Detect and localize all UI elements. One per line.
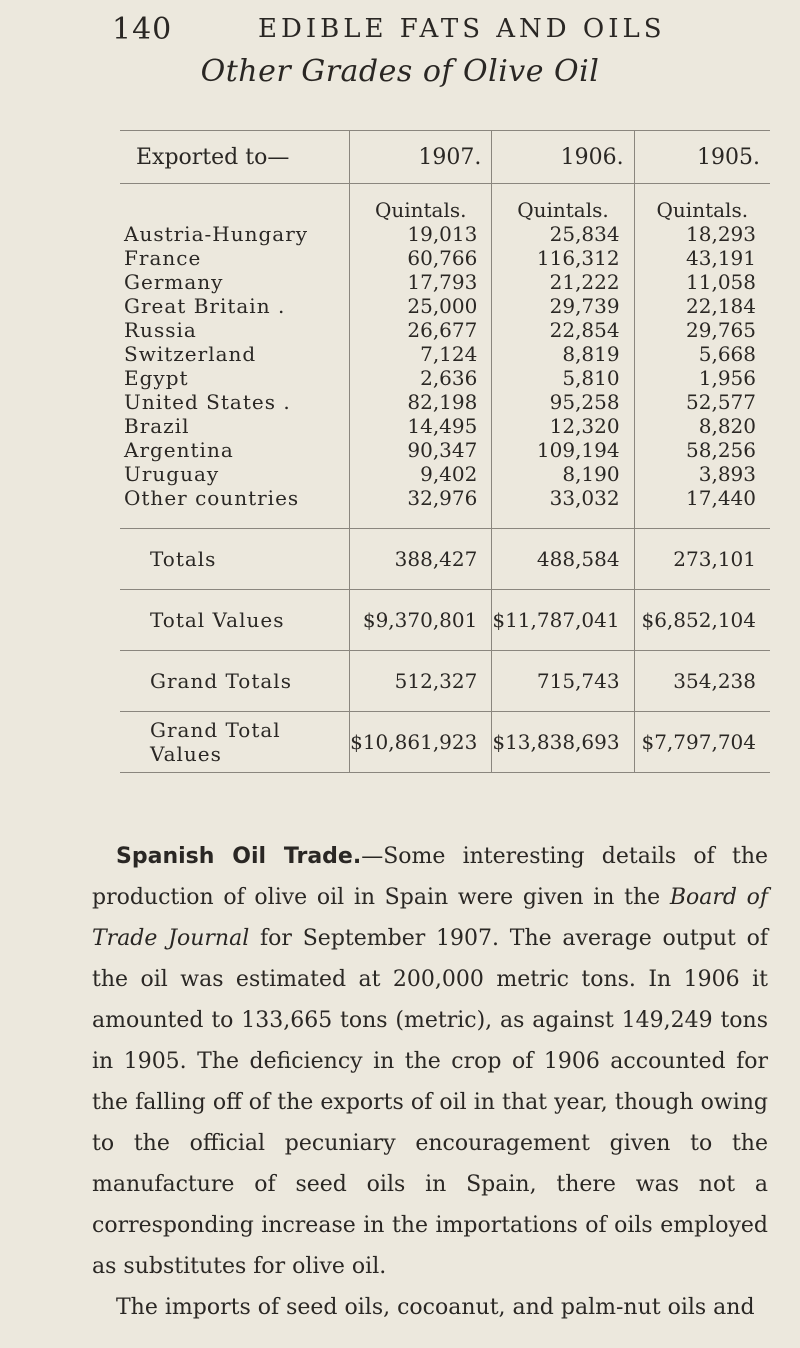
value-1907: 82,198 <box>350 390 492 414</box>
country-cell: Other countries <box>124 486 300 510</box>
totals-1905: 273,101 <box>634 529 770 590</box>
table-row <box>120 342 770 366</box>
value-1906: 116,312 <box>492 246 634 270</box>
total-values-1905: $6,852,104 <box>634 590 770 651</box>
grand-total-values-row <box>120 712 770 773</box>
total-values-row <box>120 590 770 651</box>
country-cell: Argentina <box>124 438 234 462</box>
table-row <box>120 486 770 510</box>
table-row <box>120 294 770 318</box>
value-1905: 29,765 <box>634 318 770 342</box>
paragraph-text: —Some interesting details of the production of olive oil in Spain were given in the <box>92 844 769 910</box>
grand-total-values-label: Grand Total Values <box>120 712 350 773</box>
country-cell: Uruguay <box>124 462 220 486</box>
unit-1907: Quintals. <box>350 184 492 223</box>
paragraph-text: for September 1907. The average output of the oil was estimated at 200,000 metric tons. In 1906 it amounted to 133,665 tons (metric), as against 149,249 tons in 1905. The deficiency in the crop of 1906 accounted for the falling off of the exports of oil in that year, though owing to the official pecuniary encouragement given to the manufacture of seed oils in Spain, there was not a corresponding increase in the importations of oils employed as substitutes for olive oil. <box>92 926 768 1279</box>
value-1906: 33,032 <box>492 486 634 510</box>
grand-totals-1907: 512,327 <box>350 651 492 712</box>
grand-totals-1906: 715,743 <box>492 651 634 712</box>
value-1907: 17,793 <box>350 270 492 294</box>
table-row <box>120 414 770 438</box>
value-1907: 9,402 <box>350 462 492 486</box>
value-1907: 90,347 <box>350 438 492 462</box>
value-1906: 5,810 <box>492 366 634 390</box>
value-1907: 19,013 <box>350 222 492 246</box>
units-row <box>120 184 770 223</box>
table-row <box>120 390 770 414</box>
total-values-label: Total Values <box>120 590 350 651</box>
country-cell: Brazil <box>124 414 190 438</box>
value-1905: 43,191 <box>634 246 770 270</box>
journal-title: Board of Trade Journal <box>92 885 768 951</box>
paragraph <box>92 1287 768 1328</box>
country-cell: Great Britain . <box>124 294 286 318</box>
unit-1906: Quintals. <box>492 184 634 223</box>
grand-total-values-1905: $7,797,704 <box>634 712 770 773</box>
value-1907: 32,976 <box>350 486 492 510</box>
table-title: Other Grades of Olive Oil <box>200 54 600 89</box>
table-row <box>120 438 770 462</box>
table-header-row <box>120 131 770 184</box>
page-number: 140 <box>112 12 173 47</box>
totals-1907: 388,427 <box>350 529 492 590</box>
value-1905: 11,058 <box>634 270 770 294</box>
value-1906: 22,854 <box>492 318 634 342</box>
totals-row <box>120 529 770 590</box>
value-1905: 5,668 <box>634 342 770 366</box>
value-1906: 25,834 <box>492 222 634 246</box>
table-row <box>120 270 770 294</box>
paragraph-text: The imports of seed oils, cocoanut, and palm-nut oils and <box>116 1295 755 1320</box>
value-1906: 21,222 <box>492 270 634 294</box>
total-values-1907: $9,370,801 <box>350 590 492 651</box>
value-1907: 2,636 <box>350 366 492 390</box>
table-row <box>120 366 770 390</box>
country-cell: Egypt <box>124 366 189 390</box>
table-row <box>120 318 770 342</box>
total-values-1906: $11,787,041 <box>492 590 634 651</box>
header-1906: 1906. <box>492 131 634 184</box>
value-1906: 109,194 <box>492 438 634 462</box>
grand-total-values-1907: $10,861,923 <box>350 712 492 773</box>
section-heading: Spanish Oil Trade. <box>116 844 362 869</box>
value-1907: 25,000 <box>350 294 492 318</box>
table-row <box>120 462 770 486</box>
value-1906: 95,258 <box>492 390 634 414</box>
value-1906: 29,739 <box>492 294 634 318</box>
table-row <box>120 246 770 270</box>
unit-1905: Quintals. <box>634 184 770 223</box>
grand-totals-row <box>120 651 770 712</box>
header-exported-to: Exported to— <box>120 131 350 184</box>
grand-totals-label: Grand Totals <box>120 651 350 712</box>
grand-totals-1905: 354,238 <box>634 651 770 712</box>
value-1905: 17,440 <box>634 486 770 510</box>
value-1906: 8,819 <box>492 342 634 366</box>
value-1906: 8,190 <box>492 462 634 486</box>
value-1907: 60,766 <box>350 246 492 270</box>
country-cell: Russia <box>124 318 197 342</box>
running-head <box>0 8 800 48</box>
value-1905: 1,956 <box>634 366 770 390</box>
country-cell: United States . <box>124 390 291 414</box>
value-1907: 14,495 <box>350 414 492 438</box>
value-1905: 58,256 <box>634 438 770 462</box>
value-1907: 26,677 <box>350 318 492 342</box>
country-cell: Austria-Hungary <box>124 222 309 246</box>
running-title: EDIBLE FATS AND OILS <box>258 14 666 44</box>
country-cell: Switzerland <box>124 342 257 366</box>
value-1905: 3,893 <box>634 462 770 486</box>
value-1905: 22,184 <box>634 294 770 318</box>
export-table <box>120 130 770 773</box>
totals-label: Totals <box>120 529 350 590</box>
country-cell: Germany <box>124 270 224 294</box>
value-1905: 18,293 <box>634 222 770 246</box>
body-text <box>92 836 768 1328</box>
value-1906: 12,320 <box>492 414 634 438</box>
table-row <box>120 222 770 246</box>
spacer-row <box>120 510 770 529</box>
paragraph <box>92 836 768 1287</box>
header-1905: 1905. <box>634 131 770 184</box>
value-1907: 7,124 <box>350 342 492 366</box>
header-1907: 1907. <box>350 131 492 184</box>
totals-1906: 488,584 <box>492 529 634 590</box>
grand-total-values-1906: $13,838,693 <box>492 712 634 773</box>
country-cell: France <box>124 246 202 270</box>
value-1905: 8,820 <box>634 414 770 438</box>
value-1905: 52,577 <box>634 390 770 414</box>
